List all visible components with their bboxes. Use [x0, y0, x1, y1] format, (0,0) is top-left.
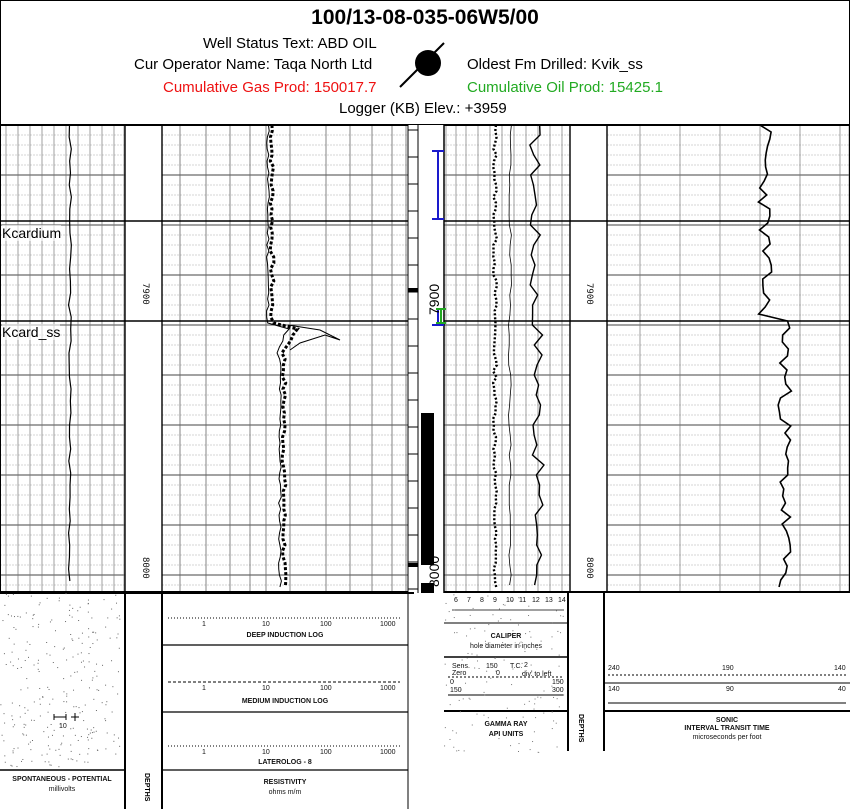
- tc-label: T.C.: [510, 663, 523, 670]
- gr-scale-2-right: 300: [552, 687, 564, 694]
- depth-mark-7900: 7900: [426, 283, 442, 315]
- laterolog-tick-1000: 1000: [380, 749, 396, 756]
- log-image: [0, 125, 850, 809]
- sp-units: millivolts: [48, 786, 76, 793]
- caliper-tick: 10: [506, 597, 514, 604]
- caliper-tick: 13: [545, 597, 553, 604]
- sonic-scale-2-mid: 90: [726, 686, 734, 693]
- resistivity-units: ohms m/m: [268, 789, 302, 796]
- cumulative-gas-prod: Cumulative Gas Prod: 150017.7: [163, 79, 377, 96]
- caliper-tick: 6: [454, 597, 458, 604]
- sens-label: Sens.: [452, 663, 470, 670]
- sonic-scale-2-right: 40: [838, 686, 846, 693]
- operator-name: Cur Operator Name: Taqa North Ltd: [134, 56, 373, 73]
- medium-tick-100: 100: [320, 685, 332, 692]
- caliper-tick: 11: [519, 597, 527, 604]
- deep-tick-10: 10: [262, 621, 270, 628]
- deep-tick-1: 1: [202, 621, 206, 628]
- caliper-title: CALIPER: [490, 633, 522, 640]
- laterolog-tick-100: 100: [320, 749, 332, 756]
- formation-label-kcard-ss: Kcard_ss: [2, 324, 61, 340]
- cumulative-oil-prod: Cumulative Oil Prod: 15425.1: [467, 79, 663, 96]
- deep-tick-100: 100: [320, 621, 332, 628]
- depth-mark-8000: 8000: [426, 555, 442, 587]
- zero-value: 0: [496, 670, 500, 677]
- medium-induction-title: MEDIUM INDUCTION LOG: [241, 698, 329, 705]
- medium-tick-1000: 1000: [380, 685, 396, 692]
- depth-label-right-7900: 7900: [584, 283, 594, 305]
- caliper-tick: 7: [467, 597, 471, 604]
- medium-tick-1: 1: [202, 685, 206, 692]
- caliper-tick: 14: [558, 597, 566, 604]
- sonic-title: SONIC: [715, 717, 739, 724]
- left-depths-label: DEPTHS: [143, 773, 150, 802]
- logger-elevation: Logger (KB) Elev.: +3959: [339, 100, 507, 117]
- formation-label-kcardium: Kcardium: [2, 225, 62, 241]
- caliper-units: hole diameter in inches: [470, 643, 542, 650]
- laterolog-tick-1: 1: [202, 749, 206, 756]
- sonic-scale-2-left: 140: [608, 686, 620, 693]
- right-scale-header: [444, 593, 850, 753]
- sonic-units: microseconds per foot: [692, 734, 762, 741]
- caliper-tick: 12: [532, 597, 540, 604]
- deep-tick-1000: 1000: [380, 621, 396, 628]
- gr-scale-2-left: 150: [450, 687, 462, 694]
- abandoned-oil-well-icon: [397, 39, 447, 89]
- caliper-tick: 9: [493, 597, 497, 604]
- gamma-ray-units: API UNITS: [488, 731, 524, 738]
- well-status-text: Well Status Text: ABD OIL: [203, 35, 377, 52]
- sonic-scale-1-mid: 190: [722, 665, 734, 672]
- gr-scale-1-left: 0: [450, 679, 454, 686]
- well-uwi-title: 100/13-08-035-06W5/00: [311, 6, 539, 29]
- core-interval-bar: [421, 413, 434, 565]
- sonic-scale-1-left: 240: [608, 665, 620, 672]
- resistivity-title: RESISTIVITY: [263, 779, 307, 786]
- sens-value: 150: [486, 663, 498, 670]
- laterolog-title: LATEROLOG - 8: [258, 759, 312, 766]
- depth-label-right-8000: 8000: [584, 557, 594, 579]
- gr-scale-1-right: 150: [552, 679, 564, 686]
- oldest-formation: Oldest Fm Drilled: Kvik_ss: [467, 56, 643, 73]
- left-scale-header: [0, 593, 414, 809]
- zero-direction: div. to left: [522, 671, 552, 678]
- depth-label-left-8000: 8000: [140, 557, 150, 579]
- gamma-ray-title: GAMMA RAY: [484, 721, 528, 728]
- well-header: [0, 0, 850, 126]
- medium-tick-10: 10: [262, 685, 270, 692]
- laterolog-tick-10: 10: [262, 749, 270, 756]
- right-depths-label: DEPTHS: [577, 714, 584, 743]
- depth-label-left-7900: 7900: [140, 283, 150, 305]
- caliper-tick: 8: [480, 597, 484, 604]
- zero-label: Zero: [452, 670, 467, 677]
- sonic-scale-1-right: 140: [834, 665, 846, 672]
- deep-induction-title: DEEP INDUCTION LOG: [246, 632, 324, 639]
- sp-scale-value: 10: [59, 723, 67, 730]
- sp-title: SPONTANEOUS - POTENTIAL: [12, 776, 112, 783]
- sonic-subtitle: INTERVAL TRANSIT TIME: [684, 725, 770, 732]
- tc-value: 2: [524, 662, 528, 669]
